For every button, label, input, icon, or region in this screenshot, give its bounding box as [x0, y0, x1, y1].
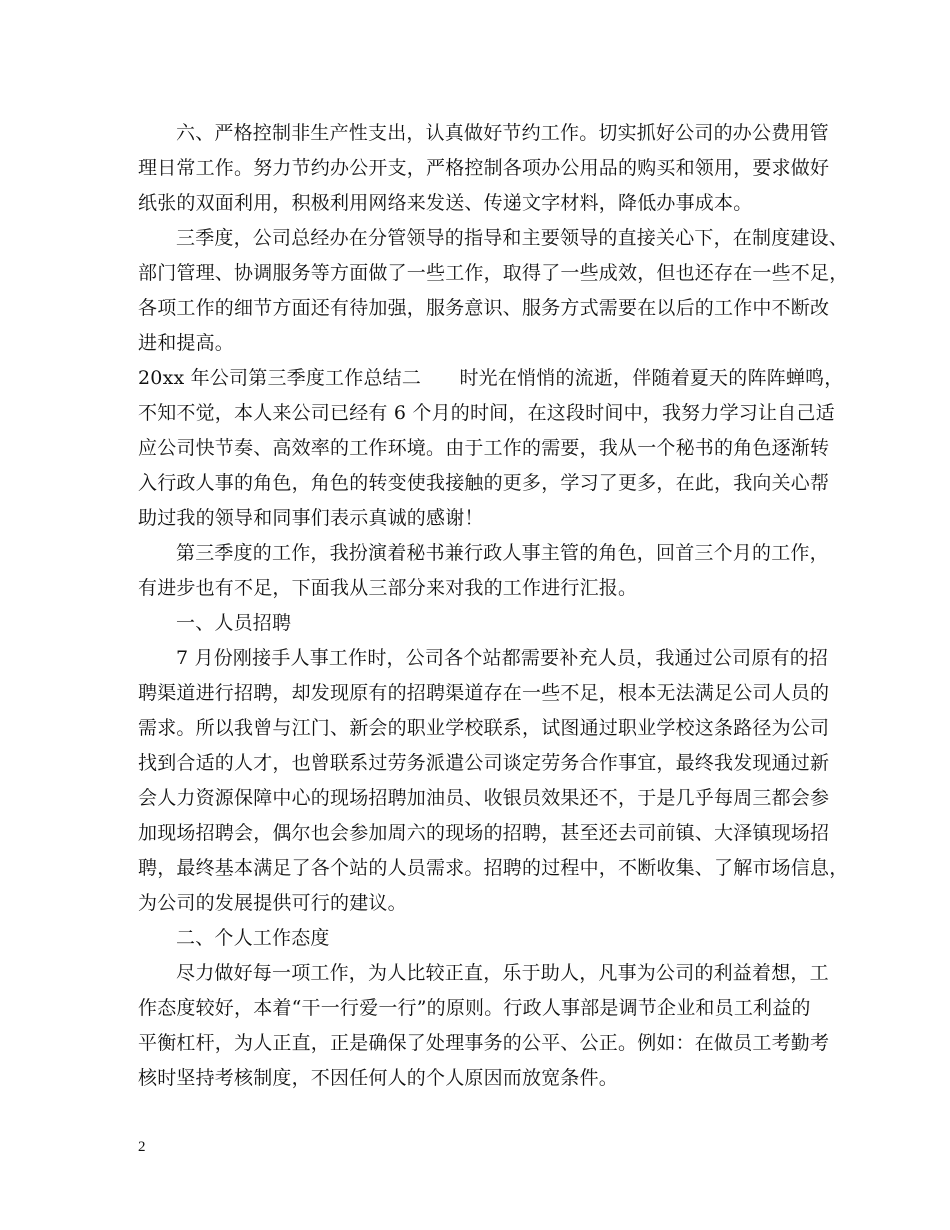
section-heading-attitude: 二、个人工作态度	[176, 927, 330, 949]
paragraph-line-8: 20xx 年公司第三季度工作总结二 时光在悄悄的流逝，伴随着夏天的阵阵蝉鸣，	[138, 367, 844, 389]
paragraph-line-14: 有进步也有不足，下面我从三部分来对我的工作进行汇报。	[138, 577, 638, 599]
paragraph-line-9: 不知不觉，本人来公司已经有 6 个月的时间，在这段时间中，我努力学习让自己适	[138, 402, 835, 424]
paragraph-line-2: 理日常工作。努力节约办公开支，严格控制各项办公用品的购买和领用，要求做好	[138, 157, 830, 179]
paragraph-line-7: 进和提高。	[138, 332, 235, 354]
paragraph-line-25: 尽力做好每一项工作，为人比较正直，乐于助人，凡事为公司的利益着想，工	[176, 962, 829, 984]
paragraph-line-28: 核时坚持考核制度，不因任何人的个人原因而放宽条件。	[138, 1067, 619, 1089]
paragraph-line-21: 加现场招聘会，偶尔也会参加周六的现场的招聘，甚至还去司前镇、大泽镇现场招	[138, 822, 830, 844]
paragraph-line-13: 第三季度的工作，我扮演着秘书兼行政人事主管的角色，回首三个月的工作，	[176, 542, 829, 564]
paragraph-line-20: 会人力资源保障中心的现场招聘加油员、收银员效果还不，于是几乎每周三都会参	[138, 787, 830, 809]
section-heading-recruitment: 一、人员招聘	[176, 612, 292, 634]
paragraph-line-4: 三季度，公司总经办在分管领导的指导和主要领导的直接关心下，在制度建设、	[176, 227, 849, 249]
paragraph-line-10: 应公司快节奏、高效率的工作环境。由于工作的需要，我从一个秘书的角色逐渐转	[138, 437, 830, 459]
paragraph-line-22: 聘，最终基本满足了各个站的人员需求。招聘的过程中，不断收集、了解市场信息，	[138, 857, 849, 879]
paragraph-line-23: 为公司的发展提供可行的建议。	[138, 892, 407, 914]
paragraph-line-26: 作态度较好，本着“干一行爱一行”的原则。行政人事部是调节企业和员工利益的	[138, 997, 811, 1019]
paragraph-line-19: 找到合适的人才，也曾联系过劳务派遣公司谈定劳务合作事宜，最终我发现通过新	[138, 752, 830, 774]
paragraph-line-1: 六、严格控制非生产性支出，认真做好节约工作。切实抓好公司的办公费用管	[176, 122, 829, 144]
paragraph-line-16: 7 月份刚接手人事工作时，公司各个站都需要补充人员，我通过公司原有的招	[176, 647, 829, 669]
page-number: 2	[138, 1139, 146, 1155]
paragraph-line-27: 平衡杠杆，为人正直，正是确保了处理事务的公平、公正。例如：在做员工考勤考	[138, 1032, 830, 1054]
paragraph-line-5: 部门管理、协调服务等方面做了一些工作，取得了一些成效，但也还存在一些不足，	[138, 262, 849, 284]
paragraph-line-18: 需求。所以我曾与江门、新会的职业学校联系，试图通过职业学校这条路径为公司	[138, 717, 830, 739]
paragraph-line-3: 纸张的双面利用，积极利用网络来发送、传递文字材料，降低办事成本。	[138, 192, 753, 214]
paragraph-line-11: 入行政人事的角色，角色的转变使我接触的更多，学习了更多，在此，我向关心帮	[138, 472, 830, 494]
paragraph-line-17: 聘渠道进行招聘，却发现原有的招聘渠道存在一些不足，根本无法满足公司人员的	[138, 682, 830, 704]
paragraph-line-6: 各项工作的细节方面还有待加强，服务意识、服务方式需要在以后的工作中不断改	[138, 297, 830, 319]
paragraph-line-12: 助过我的领导和同事们表示真诚的感谢！	[138, 507, 484, 529]
